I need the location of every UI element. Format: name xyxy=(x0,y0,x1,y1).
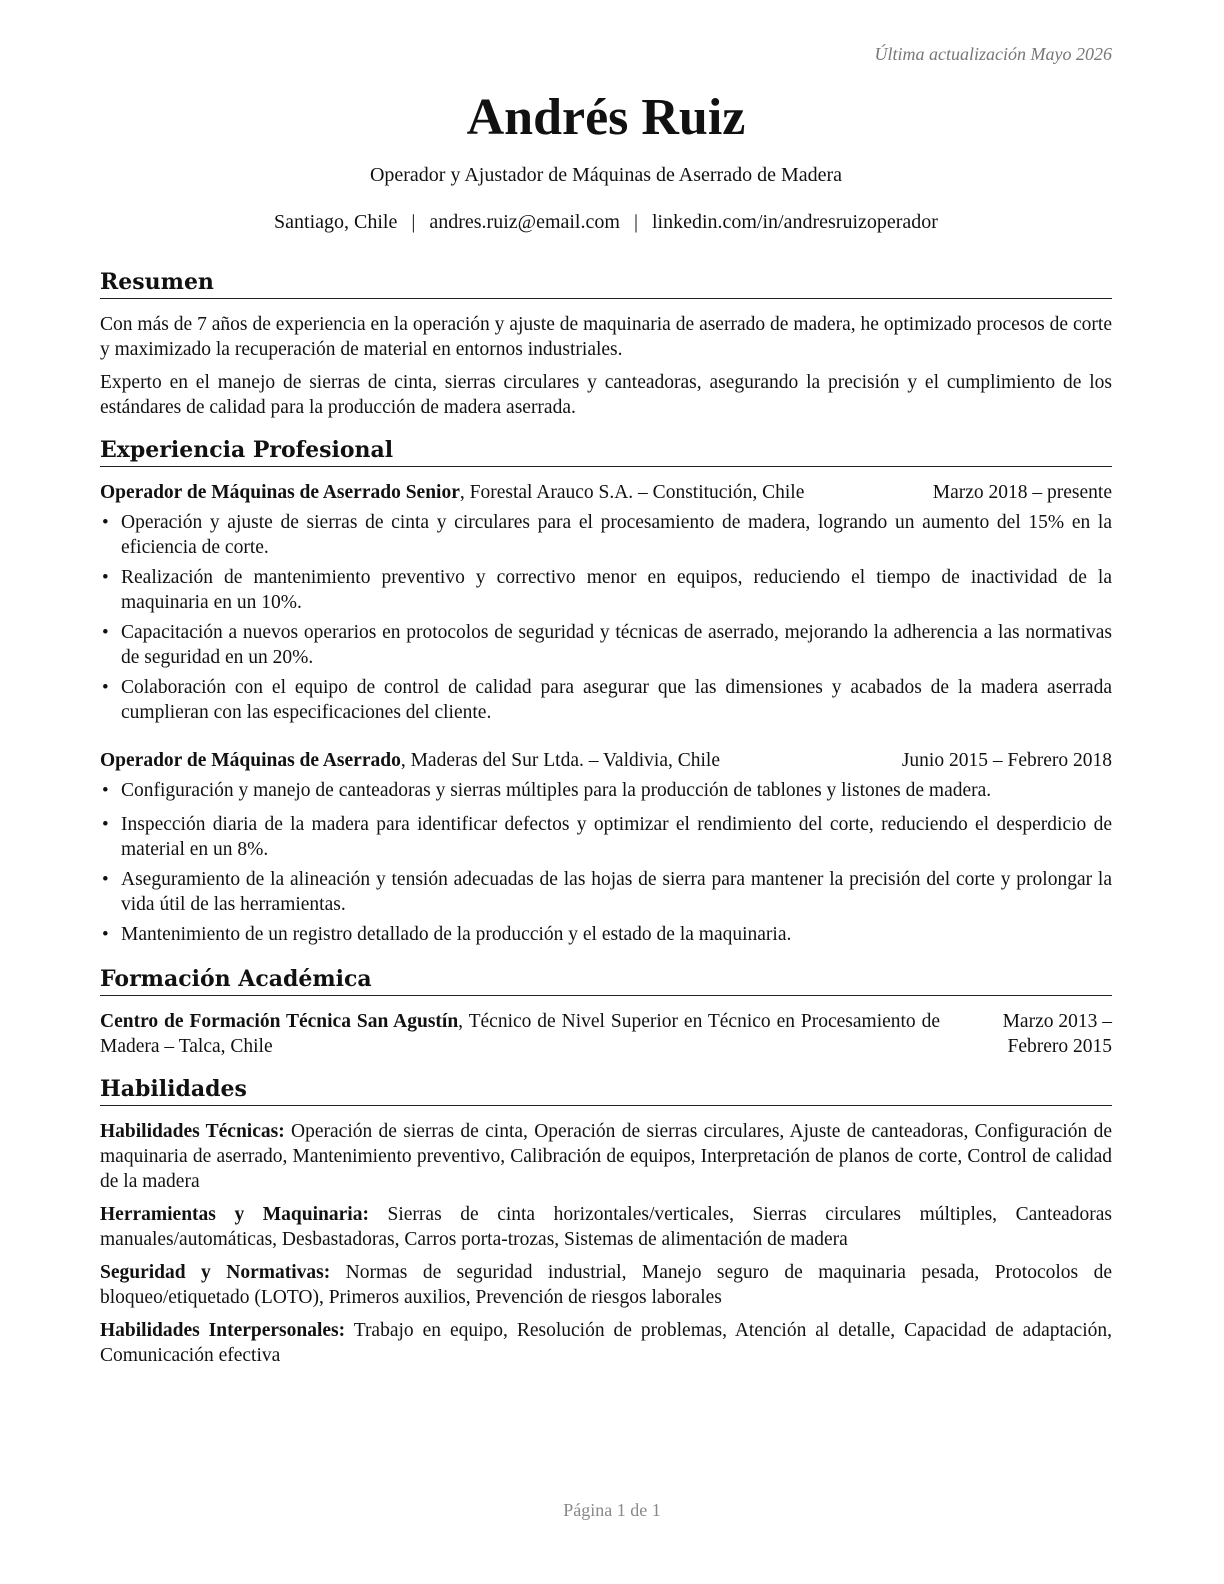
job-header xyxy=(100,748,1112,773)
job-bullet: • Operación y ajuste de sierras de cinta y circulares para el procesamiento de madera, logrando un aumento del 15% en la eficiencia de corte. xyxy=(100,510,1112,560)
section-title-skills: Habilidades xyxy=(100,1075,1112,1106)
section-title-education: Formación Académica xyxy=(100,965,1112,996)
job-entry xyxy=(100,480,1112,725)
section-title-experience: Experiencia Profesional xyxy=(100,436,1112,467)
education-institution: Centro de Formación Técnica San Agustín xyxy=(100,1011,459,1032)
contact-separator: | xyxy=(411,211,416,233)
job-role-company xyxy=(100,480,804,505)
summary-paragraph: Con más de 7 años de experiencia en la operación y ajuste de maquinaria de aserrado de madera, he optimizado procesos de corte y maximizado la recuperación de material en entornos industriales. xyxy=(100,314,1112,360)
job-bullet: • Mantenimiento de un registro detallado de la producción y el estado de la maquinaria. xyxy=(100,922,1112,947)
last-updated: Última actualización Mayo 2026 xyxy=(874,44,1112,64)
job-role-company xyxy=(100,748,720,773)
skill-group xyxy=(100,1260,1112,1310)
job-entry xyxy=(100,748,1112,947)
job-bullet: • Configuración y manejo de canteadoras y sierras múltiples para la producción de tablones y listones de madera. xyxy=(100,778,1112,803)
skill-label: Seguridad y Normativas: xyxy=(100,1262,331,1283)
job-company: , Forestal Arauco S.A. – Constitución, Chile xyxy=(459,482,805,503)
skill-group xyxy=(100,1318,1112,1368)
job-dates: Marzo 2018 – presente xyxy=(932,482,1112,503)
skill-label: Herramientas y Maquinaria: xyxy=(100,1204,369,1225)
job-bullet: • Capacitación a nuevos operarios en protocolos de seguridad y técnicas de aserrado, mejorando la adherencia a las normativas de seguridad en un 20%. xyxy=(100,620,1112,670)
job-bullet: • Inspección diaria de la madera para identificar defectos y optimizar el rendimiento del corte, reduciendo el desperdicio de material en un 8%. xyxy=(100,812,1112,862)
skill-label: Habilidades Técnicas: xyxy=(100,1121,285,1142)
job-company: , Maderas del Sur Ltda. – Valdivia, Chile xyxy=(400,750,720,771)
skill-group xyxy=(100,1202,1112,1252)
skill-text: Operación de sierras de cinta, Operación de sierras circulares, Ajuste de canteadoras, Configuración de maquinaria de aserrado, Mantenimiento preventivo, Calibración de equipos, Interpretación de planos de corte, Control de calidad de la madera xyxy=(100,1121,1112,1192)
page-number: Página 1 de 1 xyxy=(563,1500,661,1520)
job-bullet: • Colaboración con el equipo de control de calidad para asegurar que las dimensiones y acabados de la madera aserrada cumplieran con las especificaciones del cliente. xyxy=(100,675,1112,725)
skill-group xyxy=(100,1119,1112,1194)
job-header xyxy=(100,480,1112,505)
job-role: Operador de Máquinas de Aserrado Senior xyxy=(100,482,460,503)
job-bullets xyxy=(100,778,1112,947)
skill-text: Normas de seguridad industrial, Manejo seguro de maquinaria pesada, Protocolos de bloqueo/etiquetado (LOTO), Primeros auxilios, Prevención de riesgos laborales xyxy=(100,1262,1112,1308)
skill-text: Sierras de cinta horizontales/verticales, Sierras circulares múltiples, Canteadoras manuales/automáticas, Desbastadoras, Carros porta-trozas, Sistemas de alimentación de madera xyxy=(100,1204,1112,1250)
skill-label: Habilidades Interpersonales: xyxy=(100,1320,346,1341)
summary-paragraph: Experto en el manejo de sierras de cinta, sierras circulares y canteadoras, asegurando la precisión y el cumplimiento de los estándares de calidad para la producción de madera aserrada. xyxy=(100,372,1112,418)
contact-separator: | xyxy=(633,211,638,233)
education-dates: Marzo 2013 – Febrero 2015 xyxy=(1002,1011,1112,1057)
contact-email[interactable]: andres.ruiz@email.com xyxy=(429,211,620,233)
education-details xyxy=(100,1009,940,1059)
section-title-summary: Resumen xyxy=(100,268,1112,299)
skill-text: Trabajo en equipo, Resolución de problemas, Atención al detalle, Capacidad de adaptación, Comunicación efectiva xyxy=(100,1320,1112,1366)
contact-location: Santiago, Chile xyxy=(274,211,398,233)
job-bullet: • Realización de mantenimiento preventivo y correctivo menor en equipos, reduciendo el tiempo de inactividad de la maquinaria en un 10%. xyxy=(100,565,1112,615)
education-degree: , Técnico de Nivel Superior en Técnico en Procesamiento de Madera – Talca, Chile xyxy=(100,1011,940,1057)
headline: Operador y Ajustador de Máquinas de Aserrado de Madera xyxy=(369,164,843,186)
contact-line xyxy=(100,211,1112,234)
resume-content xyxy=(100,86,1112,1368)
contact-linkedin[interactable]: linkedin.com/in/andresruizoperador xyxy=(651,211,938,233)
candidate-name: Andrés Ruiz xyxy=(466,89,746,146)
job-bullet: • Aseguramiento de la alineación y tensión adecuadas de las hojas de sierra para mantener la precisión del corte y prolongar la vida útil de las herramientas. xyxy=(100,867,1112,917)
job-bullets xyxy=(100,510,1112,725)
job-role: Operador de Máquinas de Aserrado xyxy=(100,750,401,771)
job-dates: Junio 2015 – Febrero 2018 xyxy=(901,750,1112,771)
education-entry xyxy=(100,1009,1112,1059)
